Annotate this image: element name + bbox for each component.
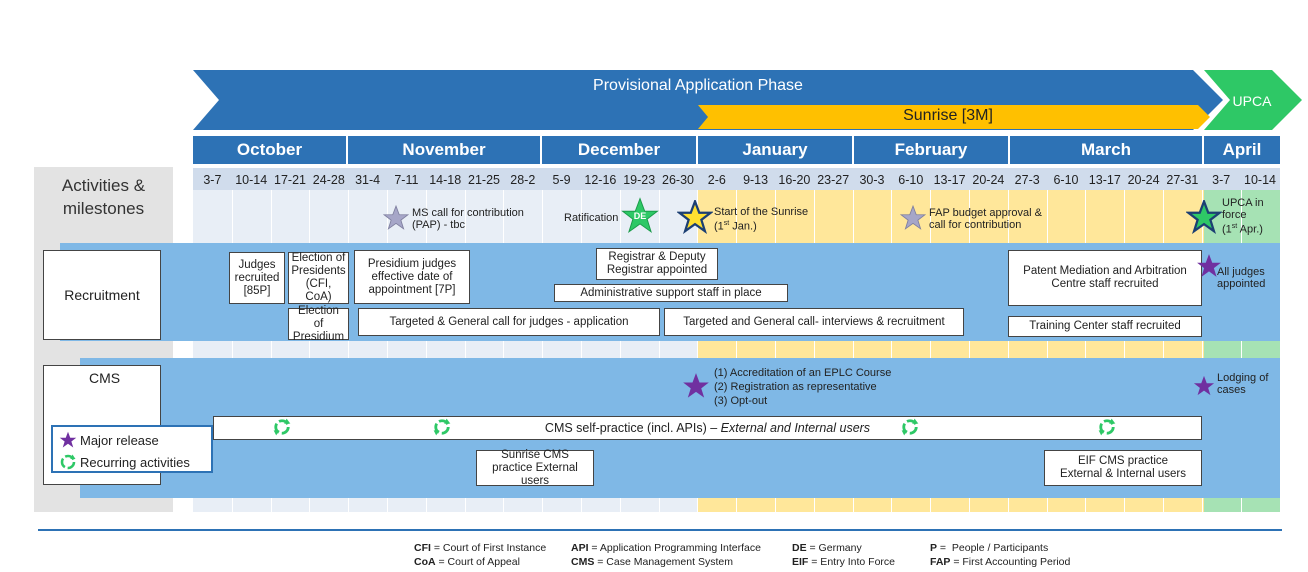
patent-mediation-box: Patent Mediation and Arbitration Centre staff recruited: [1008, 250, 1202, 306]
all-judges-text: All judges appointed: [1217, 266, 1266, 290]
week-label: 14-18: [429, 173, 462, 187]
legend: [51, 425, 213, 473]
upca-force-text: UPCA in force (1st Apr.): [1222, 197, 1264, 236]
de-badge: DE: [633, 211, 647, 221]
week-label: 10-14: [1244, 173, 1276, 187]
week-label: 5-9: [552, 173, 571, 187]
presidium-judges-box: Presidium judges effective date of appointment [7P]: [354, 250, 470, 304]
lodging-text: Lodging of cases: [1217, 372, 1269, 396]
sunrise-phase-label: Sunrise [3M]: [903, 107, 993, 124]
ratification-text: Ratification: [564, 212, 619, 224]
fap-budget-text: FAP budget approval & call for contribution: [929, 207, 1042, 231]
week-label: 17-21: [274, 173, 306, 187]
week-label: 3-7: [203, 173, 222, 187]
month-november: November: [348, 136, 540, 164]
footer-divider: [38, 529, 1282, 531]
sidebar-title: Activities & milestones: [61, 176, 146, 218]
week-label: 6-10: [1053, 173, 1079, 187]
sunrise-start-text: Start of the Sunrise (1st Jan.): [714, 206, 809, 233]
cms-label: CMS: [43, 365, 161, 485]
week-label: 27-31: [1166, 173, 1199, 187]
sunrise-start-star-icon: [677, 200, 713, 234]
week-label: 9-13: [743, 173, 769, 187]
glossary-col-2: API = Application Programming Interface CMS = Case Management System: [571, 542, 761, 568]
week-label: 19-23: [623, 173, 656, 187]
week-label: 20-24: [1127, 173, 1160, 187]
recycle-icon: [1097, 417, 1117, 437]
legend-recurring: Recurring activities: [80, 454, 190, 470]
upca-force-star-icon: [1186, 200, 1222, 234]
eif-cms-practice-box: EIF CMS practice External & Internal users: [1044, 450, 1202, 486]
accreditation-star-icon: [682, 372, 710, 400]
month-february: February: [854, 136, 1008, 164]
glossary-col-1: CFI = Court of First Instance CoA = Court of Appeal: [414, 542, 547, 568]
week-label: 10-14: [235, 173, 268, 187]
ms-call-star-icon: [383, 205, 409, 231]
week-label: 27-3: [1014, 173, 1040, 187]
recycle-icon: [272, 417, 292, 437]
major-release-star-icon: [59, 431, 77, 449]
week-label: 13-17: [1088, 173, 1121, 187]
week-label: 6-10: [898, 173, 924, 187]
recurring-icon: [59, 453, 77, 471]
admin-staff-box: Administrative support staff in place: [554, 284, 788, 302]
month-april: April: [1204, 136, 1280, 164]
month-december: December: [542, 136, 696, 164]
month-october: October: [193, 136, 346, 164]
legend-major-release: Major release: [80, 432, 159, 448]
glossary-col-4: P = People / Participants FAP = First Accounting Period: [930, 542, 1071, 568]
week-label: 24-28: [312, 173, 345, 187]
accreditation-text: (1) Accreditation of an EPLC Course (2) Registration as representative (3) Opt-out: [714, 367, 892, 407]
month-march: March: [1010, 136, 1202, 164]
training-center-box: Training Center staff recruited: [1008, 316, 1202, 337]
targeted-call-box: Targeted & General call for judges - application: [358, 308, 660, 336]
judges-recruited-box: Judges recruited [85P]: [229, 252, 285, 304]
election-presidents-box: Election of Presidents (CFI, CoA): [288, 252, 349, 304]
fap-budget-star-icon: [900, 205, 926, 231]
registrar-box: Registrar & Deputy Registrar appointed: [596, 248, 718, 280]
week-label: 20-24: [972, 173, 1005, 187]
recruitment-label: Recruitment: [43, 250, 161, 340]
glossary-col-3: DE = Germany EIF = Entry Into Force: [792, 542, 896, 568]
week-label: 2-6: [707, 173, 726, 187]
recycle-icon: [900, 417, 920, 437]
week-label: 13-17: [933, 173, 966, 187]
month-january: January: [698, 136, 852, 164]
self-practice-box: CMS self-practice (incl. APIs) – External and Internal users: [213, 416, 1202, 440]
lodging-star-icon: [1193, 375, 1215, 397]
sunrise-cms-practice-box: Sunrise CMS practice External users: [476, 450, 594, 486]
ms-call-text: MS call for contribution (PAP) - tbc: [412, 207, 524, 231]
week-label: 7-11: [394, 173, 419, 187]
provisional-phase-label: Provisional Application Phase: [593, 77, 803, 94]
week-label: 28-2: [510, 173, 536, 187]
week-label: 12-16: [584, 173, 617, 187]
week-label: 26-30: [662, 173, 694, 187]
week-label: 16-20: [778, 173, 811, 187]
week-label: 30-3: [859, 173, 885, 187]
week-label: 23-27: [817, 173, 850, 187]
week-label: 31-4: [355, 173, 381, 187]
recycle-icon: [432, 417, 452, 437]
upca-phase-label: UPCA: [1232, 93, 1272, 109]
election-presidium-box: Election of Presidium: [288, 308, 349, 340]
targeted-interviews-box: Targeted and General call- interviews & recruitment: [664, 308, 964, 336]
week-label: 21-25: [468, 173, 500, 187]
week-label: 3-7: [1212, 173, 1231, 187]
